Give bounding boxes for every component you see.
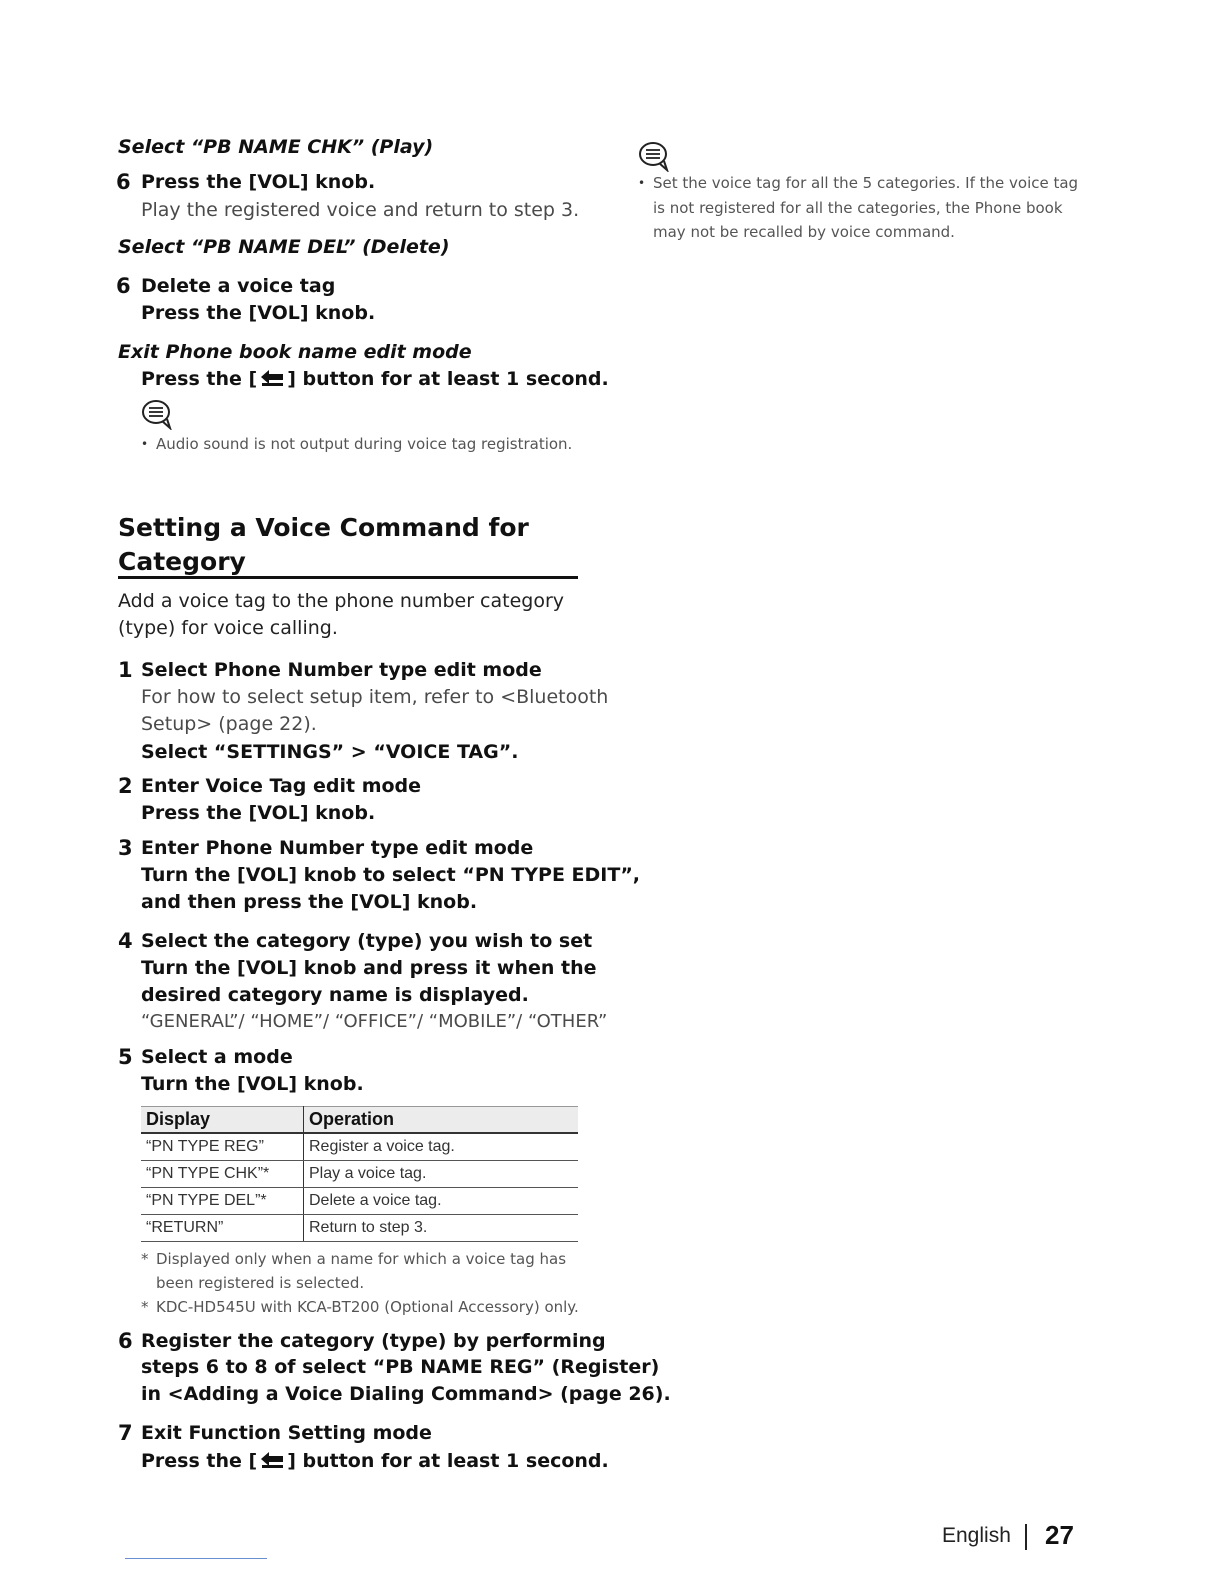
- step-number: 7: [118, 1421, 133, 1445]
- step-action-post: ] button for at least 1 second.: [287, 1450, 609, 1472]
- step-action: Press the [VOL] knob.: [141, 302, 376, 324]
- step-title: Enter Voice Tag edit mode: [141, 775, 422, 797]
- step-action: Press the [VOL] knob.: [141, 802, 376, 824]
- return-icon: [259, 1450, 285, 1478]
- footnote-text: Displayed only when a name for which a voice tag has been registered is selected.: [156, 1250, 567, 1292]
- step-number: 6: [118, 1329, 133, 1353]
- step-title: Enter Phone Number type edit mode: [141, 837, 534, 859]
- footnote-text: KDC-HD545U with KCA-BT200 (Optional Accessory) only.: [156, 1298, 579, 1316]
- footnote: [141, 1247, 581, 1295]
- footnote-mark: *: [141, 1298, 149, 1316]
- step-action: Turn the [VOL] knob to select “PN TYPE EDIT”,: [141, 864, 641, 886]
- footnote-mark: *: [141, 1250, 149, 1268]
- table-cell: “PN TYPE REG”: [141, 1133, 304, 1161]
- table-cell: Return to step 3.: [304, 1215, 579, 1242]
- step-number: 1: [118, 658, 133, 682]
- step-action-pre: Press the [: [141, 1450, 258, 1472]
- footer-language: English: [942, 1524, 1011, 1547]
- footer-divider: [1025, 1524, 1027, 1550]
- memo-icon: [637, 140, 673, 172]
- step-number: 4: [118, 929, 133, 953]
- section-intro-line1: Add a voice tag to the phone number category: [118, 590, 565, 612]
- step-title: steps 6 to 8 of select “PB NAME REG” (Register): [141, 1356, 660, 1378]
- right-note-line2: is not registered for all the categories, the Phone book: [653, 199, 1063, 217]
- table-cell: Play a voice tag.: [304, 1161, 579, 1188]
- table-header: Operation: [304, 1107, 579, 1134]
- exit-action: [141, 366, 609, 396]
- step-number: 5: [118, 1045, 133, 1069]
- section-intro-line2: (type) for voice calling.: [118, 617, 338, 639]
- step-action: [141, 1448, 609, 1478]
- step-action: Turn the [VOL] knob and press it when the: [141, 957, 597, 979]
- table-row: [141, 1133, 578, 1161]
- step-title: Select the category (type) you wish to set: [141, 930, 593, 952]
- table-header-row: [141, 1107, 578, 1134]
- step-action: desired category name is displayed.: [141, 984, 529, 1006]
- step-title: Register the category (type) by performing: [141, 1330, 606, 1352]
- exit-action-pre: Press the [: [141, 368, 258, 390]
- exit-action-post: ] button for at least 1 second.: [287, 368, 609, 390]
- table-cell: “PN TYPE DEL”*: [141, 1188, 304, 1215]
- step-title: Exit Function Setting mode: [141, 1422, 432, 1444]
- operation-table: [141, 1106, 578, 1242]
- delete-subheader: Select “PB NAME DEL” (Delete): [118, 236, 450, 258]
- table-cell: Register a voice tag.: [304, 1133, 579, 1161]
- footnote: [141, 1295, 581, 1319]
- category-list: “GENERAL”/ “HOME”/ “OFFICE”/ “MOBILE”/ “OTHER”: [141, 1011, 608, 1032]
- table-cell: Delete a voice tag.: [304, 1188, 579, 1215]
- table-header: Display: [141, 1107, 304, 1134]
- step-title: in <Adding a Voice Dialing Command> (page 26).: [141, 1383, 671, 1405]
- step-title: Select Phone Number type edit mode: [141, 659, 542, 681]
- step-number: 2: [118, 774, 133, 798]
- step-description: Setup> (page 22).: [141, 713, 317, 735]
- footer-rule: [125, 1558, 267, 1559]
- return-icon: [259, 368, 285, 396]
- section-title-line1: Setting a Voice Command for: [118, 513, 529, 542]
- exit-subheader: Exit Phone book name edit mode: [118, 341, 472, 363]
- play-subheader: Select “PB NAME CHK” (Play): [118, 136, 434, 158]
- page-number: 27: [1045, 1520, 1074, 1550]
- table-row: [141, 1188, 578, 1215]
- right-note-line1: • Set the voice tag for all the 5 categories. If the voice tag: [653, 171, 1078, 195]
- section-rule: [118, 576, 578, 579]
- step-title: Select a mode: [141, 1046, 293, 1068]
- right-note-line3: may not be recalled by voice command.: [653, 223, 955, 241]
- step-action: Turn the [VOL] knob.: [141, 1073, 364, 1095]
- step-title: Press the [VOL] knob.: [141, 171, 376, 193]
- table-row: [141, 1161, 578, 1188]
- table-cell: “RETURN”: [141, 1215, 304, 1242]
- note-text: • Audio sound is not output during voice tag registration.: [156, 432, 572, 456]
- section-title-line2: Category: [118, 547, 246, 576]
- step-description: For how to select setup item, refer to <Bluetooth: [141, 686, 609, 708]
- table-cell: “PN TYPE CHK”*: [141, 1161, 304, 1188]
- step-action: Select “SETTINGS” > “VOICE TAG”.: [141, 741, 519, 763]
- step-action: and then press the [VOL] knob.: [141, 891, 478, 913]
- step-description: Play the registered voice and return to step 3.: [141, 199, 580, 221]
- memo-icon: [140, 398, 176, 430]
- step-number: 6: [116, 170, 131, 194]
- step-title: Delete a voice tag: [141, 275, 336, 297]
- step-number: 3: [118, 836, 133, 860]
- step-number: 6: [116, 274, 131, 298]
- table-row: [141, 1215, 578, 1242]
